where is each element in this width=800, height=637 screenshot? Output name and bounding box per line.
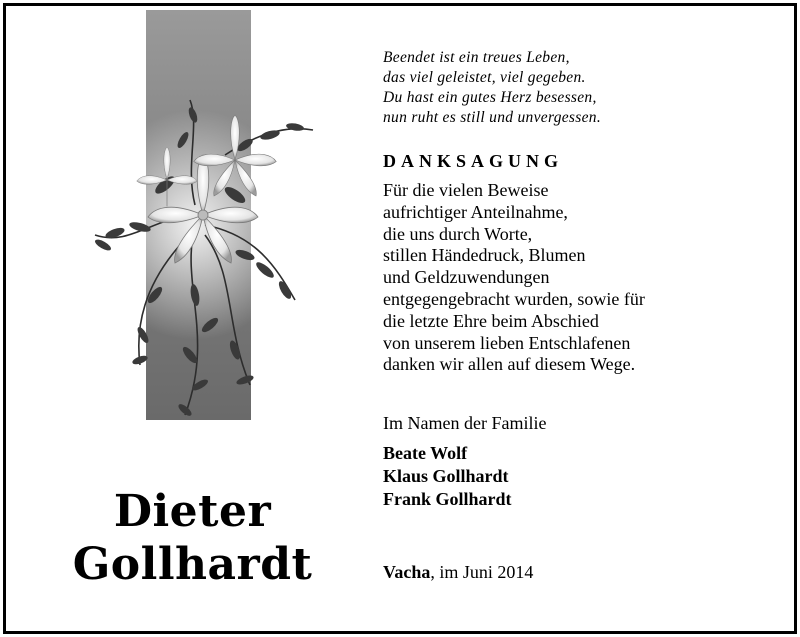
- poem-line: Beendet ist ein treues Leben,: [383, 49, 570, 66]
- lily-bouquet-icon: [85, 95, 325, 425]
- place: Vacha: [383, 562, 431, 582]
- date: , im Juni 2014: [430, 562, 534, 582]
- thanks-line: von unserem lieben Entschlafenen: [383, 332, 631, 353]
- deceased-first-name: Dieter: [113, 486, 272, 537]
- thanks-line: Für die vielen Beweise: [383, 180, 549, 200]
- thanks-line: die letzte Ehre beim Abschied: [383, 310, 599, 331]
- thanks-line: danken wir allen auf diesem Wege.: [383, 354, 636, 375]
- place-date: [383, 562, 533, 583]
- signers-list: [383, 442, 512, 511]
- poem-line: nun ruht es still und unvergessen.: [383, 109, 601, 126]
- thanks-line: stillen Händedruck, Blumen: [383, 245, 586, 266]
- thanks-line: und Geldzuwendungen: [383, 267, 550, 288]
- deceased-last-name: Gollhardt: [72, 539, 313, 590]
- signer-name: Beate Wolf: [383, 443, 468, 463]
- poem-line: Du hast ein gutes Herz besessen,: [383, 89, 597, 106]
- signer-name: Klaus Gollhardt: [383, 466, 509, 486]
- thanks-line: die uns durch Worte,: [383, 223, 533, 244]
- signer-name: Frank Gollhardt: [383, 489, 512, 509]
- family-intro: Im Namen der Familie: [383, 413, 547, 433]
- thanks-text: [383, 180, 783, 376]
- poem: [383, 48, 783, 128]
- thanks-line: aufrichtiger Anteilnahme,: [383, 201, 568, 222]
- poem-line: das viel geleistet, viel gegeben.: [383, 69, 586, 86]
- thanks-heading: DANKSAGUNG: [383, 151, 564, 171]
- thanks-line: entgegengebracht wurden, sowie für: [383, 288, 645, 309]
